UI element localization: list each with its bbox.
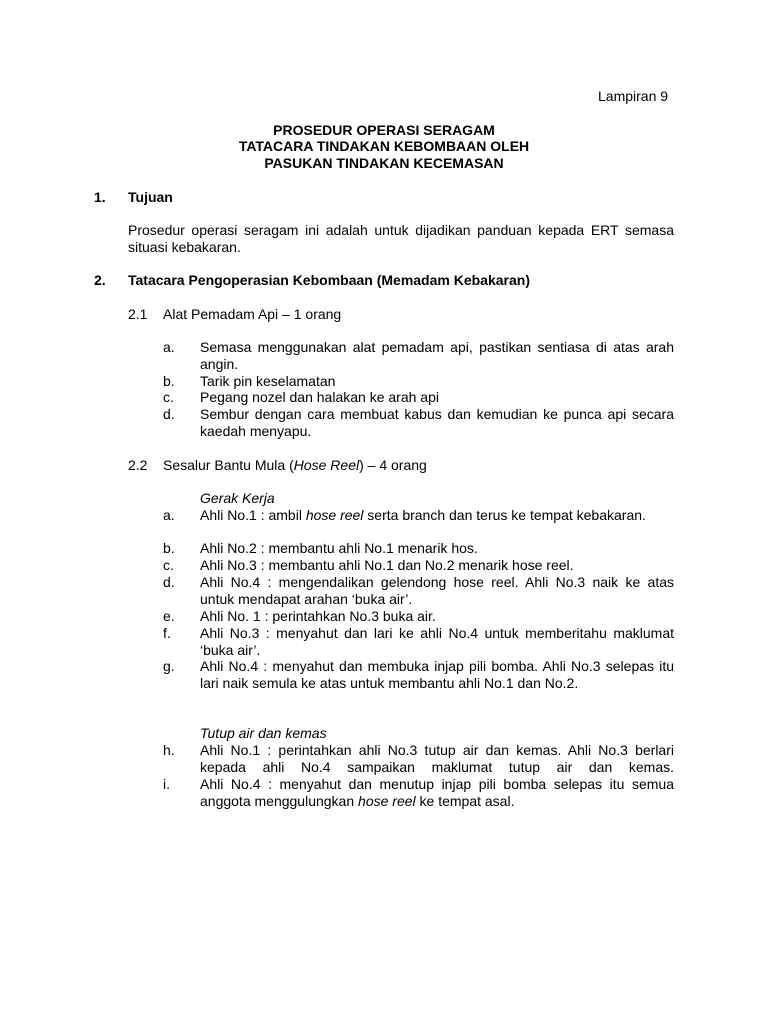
list-item-letter: g. (163, 658, 175, 674)
list-item-text: Sembur dengan cara membuat kabus dan kemudian ke punca api secara kaedah menyapu. (200, 406, 674, 439)
list-item-letter: d. (163, 574, 175, 590)
appendix-label: Lampiran 9 (598, 88, 669, 104)
gerak-kerja-heading: Gerak Kerja (200, 490, 275, 506)
list-item-text: Ahli No.4 : menyahut dan menutup injap pili bomba selepas itu semua anggota menggulungkan hose reel ke tempat asal. (200, 776, 674, 809)
list-item-letter: f. (163, 625, 171, 641)
list-item-text: Ahli No.3 : membantu ahli No.1 dan No.2 menarik hose reel. (200, 557, 574, 573)
section-1-heading: Tujuan (128, 189, 173, 205)
list-item-letter: a. (163, 339, 175, 355)
list-item-letter: b. (163, 540, 175, 556)
list-item-letter: e. (163, 608, 175, 624)
document-title-line-3: PASUKAN TINDAKAN KECEMASAN (264, 155, 504, 171)
section-2-heading: Tatacara Pengoperasian Kebombaan (Memadam Kebakaran) (128, 272, 530, 288)
subsection-2-1-number: 2.1 (128, 306, 148, 322)
section-1-body: Prosedur operasi seragam ini adalah untuk dijadikan panduan kepada ERT semasa situasi kebakaran. (128, 222, 674, 255)
list-item-letter: c. (163, 557, 174, 573)
document-title-line-1: PROSEDUR OPERASI SERAGAM (273, 122, 495, 138)
list-item-text: Ahli No.1 : ambil hose reel serta branch dan terus ke tempat kebakaran. (200, 507, 646, 523)
list-item-text: Pegang nozel dan halakan ke arah api (200, 389, 439, 405)
list-item-letter: i. (163, 776, 170, 792)
subsection-2-2-number: 2.2 (128, 457, 148, 473)
section-2-number: 2. (94, 272, 106, 288)
tutup-air-heading: Tutup air dan kemas (200, 725, 327, 741)
document-title-line-2: TATACARA TINDAKAN KEBOMBAAN OLEH (238, 138, 530, 154)
list-item-text: Ahli No.4 : mengendalikan gelendong hose reel. Ahli No.3 naik ke atas untuk mendapat arahan ‘buka air’. (200, 574, 674, 607)
list-item-text: Ahli No. 1 : perintahkan No.3 buka air. (200, 608, 436, 624)
list-item-letter: b. (163, 373, 175, 389)
list-item-text: Tarik pin keselamatan (200, 373, 336, 389)
subsection-2-1-title: Alat Pemadam Api – 1 orang (163, 306, 342, 322)
list-item-letter: h. (163, 742, 175, 758)
list-item-text: Semasa menggunakan alat pemadam api, pastikan sentiasa di atas arah angin. (200, 339, 674, 372)
list-item-text: Ahli No.4 : menyahut dan membuka injap pili bomba. Ahli No.3 selepas itu lari naik semula ke atas untuk membantu ahli No.1 dan No.2. (200, 658, 674, 691)
list-item-letter: d. (163, 406, 175, 422)
list-item-letter: c. (163, 389, 174, 405)
list-item-text: Ahli No.3 : menyahut dan lari ke ahli No.4 untuk memberitahu maklumat ‘buka air’. (200, 625, 674, 658)
list-item-text: Ahli No.1 : perintahkan ahli No.3 tutup air dan kemas. Ahli No.3 berlari kepada ahli No.4 sampaikan maklumat tutup air dan kemas. (200, 742, 674, 775)
list-item-text: Ahli No.2 : membantu ahli No.1 menarik hos. (200, 540, 478, 556)
list-item-letter: a. (163, 507, 175, 523)
subsection-2-2-title: Sesalur Bantu Mula (Hose Reel) – 4 orang (163, 457, 427, 473)
section-1-number: 1. (94, 189, 106, 205)
